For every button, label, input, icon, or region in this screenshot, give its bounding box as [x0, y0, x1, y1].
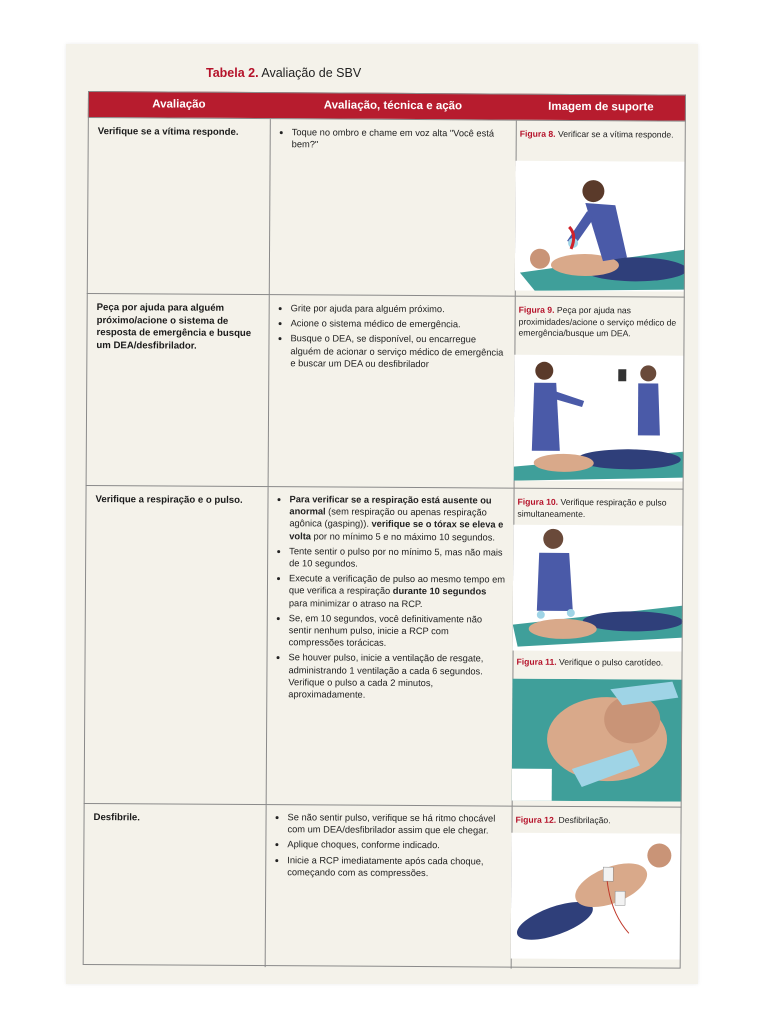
action-item: • Se houver pulso, inicie a ventilação de resgate, administrando 1 ventilação a cada 6 segundos. Verifique o pulso a cada 2 minutos, aproximadamente.: [288, 652, 504, 702]
assessment-cell: Desfibrile.: [93, 812, 140, 824]
figure-caption-text: Verificar se a vítima responde.: [555, 128, 674, 140]
header-assessment: Avaliação: [152, 98, 206, 111]
figure-caption: [517, 497, 677, 521]
header-image: Imagem de suporte: [548, 100, 654, 114]
figure-caption-text: Desfibrilação.: [556, 814, 611, 826]
figure-label: Figura 10.: [517, 496, 559, 507]
action-item: • Grite por ajuda para alguém próximo.: [291, 302, 507, 316]
figure-caption-text: Verifique o pulso carotídeo.: [556, 656, 664, 668]
figure-10-illustration: [513, 525, 684, 652]
table-title-text: Avaliação de SBV: [258, 66, 362, 80]
figure-caption-text: Verifique respiração e pulso simultaneamente.: [517, 496, 667, 519]
actions-cell: [276, 302, 506, 373]
table-label: Tabela 2.: [206, 66, 259, 80]
action-item: • Execute a verificação de pulso ao mesmo tempo em que verifica a respiração durante 10 segundos para minimizar o atraso na RCP.: [289, 572, 505, 610]
table-row: [84, 485, 684, 808]
action-item: • Acione o sistema médico de emergência.: [291, 317, 507, 331]
action-item: • Se não sentir pulso, verifique se há ritmo chocável com um DEA/desfibrilador assim que ele chegar.: [287, 811, 503, 837]
figure-8-illustration: [515, 161, 686, 292]
actions-cell: [273, 811, 503, 882]
table-title: [206, 66, 361, 80]
figure-label: Figura 11.: [516, 656, 557, 667]
figure-label: Figura 8.: [519, 128, 556, 139]
figure-caption: [516, 815, 676, 827]
figure-12-illustration: [511, 833, 682, 960]
actions-cell: [278, 126, 508, 155]
figure-caption: [520, 129, 680, 141]
assessment-cell: Peça por ajuda para alguém próximo/acione o sistema de resposta de emergência e busque um DEA/desfibrilador.: [96, 302, 252, 352]
action-item: • Para verificar se a respiração está ausente ou anormal (sem respiração ou apenas respiração agônica (gasping)). verifique se o tórax se eleva e volta por no mínimo 5 e no máximo 10 segundos.: [289, 493, 505, 543]
table-row: [83, 803, 682, 970]
figure-9-illustration: [514, 355, 685, 482]
action-item: • Inicie a RCP imediatamente após cada choque, começando com as compressões.: [287, 854, 503, 880]
action-item: • Se, em 10 segundos, você definitivamente não sentir nenhum pulso, inicie a RCP com compressões torácicas.: [289, 612, 505, 650]
header-technique: Avaliação, técnica e ação: [323, 99, 463, 113]
figure-label: Figura 12.: [515, 814, 557, 825]
action-item: • Aplique choques, conforme indicado.: [287, 839, 503, 853]
figure-caption-2: [516, 657, 676, 669]
action-item: • Tente sentir o pulso por no mínimo 5, mas não mais de 10 segundos.: [289, 545, 505, 571]
table-header: [88, 91, 686, 121]
actions-cell: [274, 493, 505, 705]
action-item: • Busque o DEA, se disponível, ou encarregue alguém de acionar o serviço médico de emergência e buscar um DEA ou desfibrilador: [290, 333, 506, 371]
figure-11-illustration: [512, 679, 683, 802]
action-item: • Toque no ombro e chame em voz alta "Você está bem?": [292, 126, 508, 152]
figure-caption: [518, 305, 678, 340]
table-row: [87, 117, 686, 298]
sbv-table: [83, 91, 686, 969]
table-row: [86, 293, 685, 490]
figure-label: Figura 9.: [518, 304, 555, 315]
assessment-cell: Verifique se a vítima responde.: [97, 126, 239, 138]
figure-caption-text: Peça por ajuda nas proximidades/acione o serviço médico de emergência/busque um DEA.: [518, 304, 677, 339]
assessment-cell: Verifique a respiração e o pulso.: [95, 494, 243, 506]
